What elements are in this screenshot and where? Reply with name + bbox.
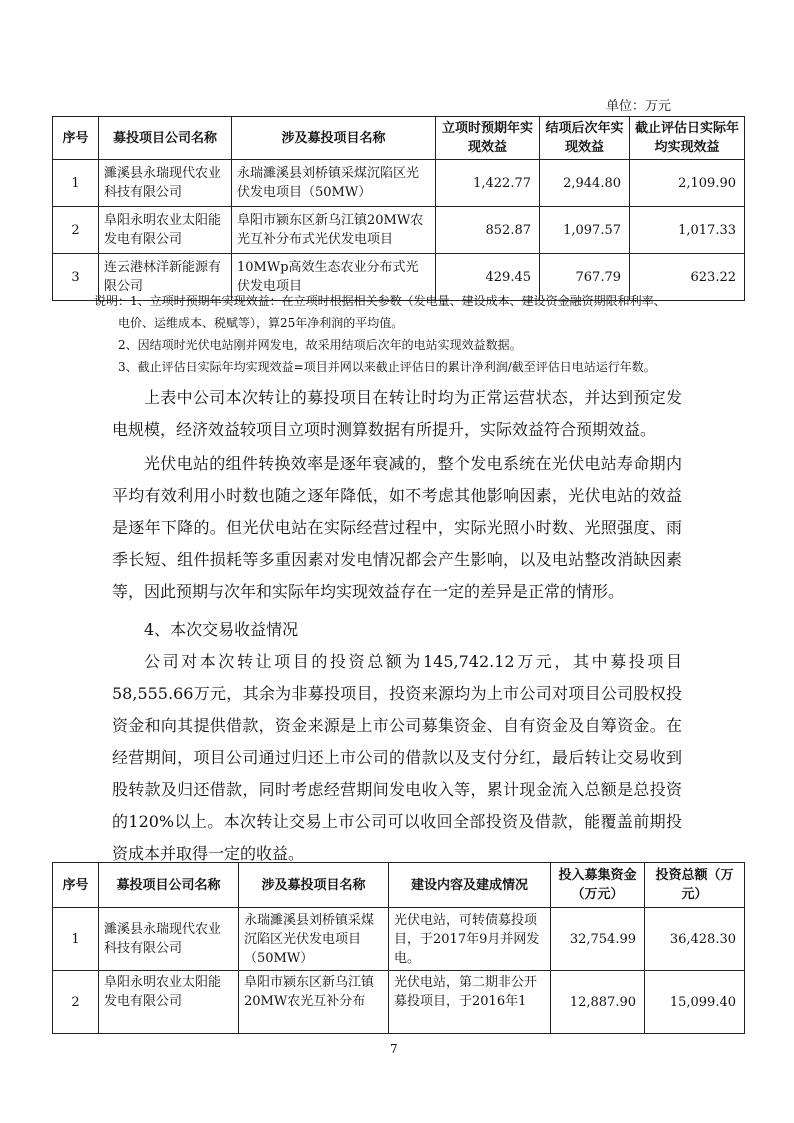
unit-label: 单位：万元 xyxy=(606,99,672,114)
cell-no: 3 xyxy=(53,254,99,301)
cell-no: 2 xyxy=(53,207,99,254)
note-line: 3、截止评估日实际年均实现效益=项目并网以来截止评估日的累计净利润/截至评估日电站运行年数。 xyxy=(118,360,656,374)
cell-project: 永瑞濉溪县刘桥镇采煤沉陷区光伏发电项目（50MW） xyxy=(239,908,389,971)
note-line: 电价、运维成本、税赋等），算25年净利润的平均值。 xyxy=(118,316,404,330)
header-company: 募投项目公司名称 xyxy=(99,863,239,908)
cell-no: 1 xyxy=(53,908,99,971)
cell-project: 阜阳市颍东区新乌江镇20MW农光互补分布 xyxy=(239,971,389,1034)
cell-next-year: 1,097.57 xyxy=(540,207,630,254)
cell-company: 阜阳永明农业太阳能发电有限公司 xyxy=(99,207,232,254)
header-expected: 立项时预期年实现效益 xyxy=(436,117,540,160)
table-row xyxy=(53,160,745,207)
header-company: 募投项目公司名称 xyxy=(99,117,232,160)
paragraph-text: 上表中公司本次转让的募投项目在转让时均为正常运营状态，并达到预定发电规模，经济效益较项目立项时测算数据有所提升，实际效益符合预期效益。 xyxy=(112,388,682,439)
note-line: 说明：1、立项时预期年实现效益：在立项时根据相关参数（发电量、建设成本、建设资金融资期限和利率、 xyxy=(94,294,666,308)
paragraph xyxy=(112,646,682,870)
cell-actual: 1,017.33 xyxy=(630,207,745,254)
cell-no: 1 xyxy=(53,160,99,207)
page-number: 7 xyxy=(390,1042,398,1056)
header-project: 涉及募投项目名称 xyxy=(232,117,436,160)
paragraph xyxy=(112,448,682,608)
cell-next-year: 2,944.80 xyxy=(540,160,630,207)
cell-raised-funds: 12,887.90 xyxy=(551,971,645,1034)
table-row xyxy=(53,207,745,254)
cell-company: 阜阳永明农业太阳能发电有限公司 xyxy=(99,971,239,1034)
cell-raised-funds: 32,754.99 xyxy=(551,908,645,971)
cell-next-year: 767.79 xyxy=(540,254,630,301)
cell-expected: 429.45 xyxy=(436,254,540,301)
cell-company: 濉溪县永瑞现代农业科技有限公司 xyxy=(99,160,232,207)
investment-table xyxy=(52,862,745,1034)
cell-expected: 1,422.77 xyxy=(436,160,540,207)
header-next-year: 结项后次年实现效益 xyxy=(540,117,630,160)
cell-actual: 2,109.90 xyxy=(630,160,745,207)
paragraph-text: 光伏电站的组件转换效率是逐年衰减的，整个发电系统在光伏电站寿命期内平均有效利用小时数也随之逐年降低，如不考虑其他影响因素，光伏电站的效益是逐年下降的。但光伏电站在实际经营过程中，实际光照小时数、光照强度、雨季长短、组件损耗等多重因素对发电情况都会产生影响，以及电站整改消缺因素等，因此预期与次年和实际年均实现效益存在一定的差异是正常的情形。 xyxy=(112,454,682,601)
cell-total-investment: 15,099.40 xyxy=(645,971,745,1034)
paragraph-text: 公司对本次转让项目的投资总额为145,742.12万元，其中募投项目58,555.66万元，其余为非募投项目，投资来源均为上市公司对项目公司股权投资金和向其提供借款，资金来源是上市公司募集资金、自有资金及自筹资金。在经营期间，项目公司通过归还上市公司的借款以及支付分红，最后转让交易收到股转款及归还借款，同时考虑经营期间发电收入等，累计现金流入总额是总投资的120%以上。本次转让交易上市公司可以收回全部投资及借款，能覆盖前期投资成本并取得一定的收益。 xyxy=(112,652,682,863)
cell-construction: 光伏电站，可转债募投项目，于2017年9月并网发电。 xyxy=(389,908,551,971)
cell-expected: 852.87 xyxy=(436,207,540,254)
table-row xyxy=(53,908,745,971)
header-no: 序号 xyxy=(53,863,99,908)
cell-total-investment: 36,428.30 xyxy=(645,908,745,971)
cell-company: 濉溪县永瑞现代农业科技有限公司 xyxy=(99,908,239,971)
paragraph xyxy=(112,382,682,446)
cell-no: 2 xyxy=(53,971,99,1034)
cell-construction: 光伏电站，第二期非公开募投项目，于2016年1 xyxy=(389,971,551,1034)
cell-project: 10MWp高效生态农业分布式光伏发电项目 xyxy=(232,254,436,301)
note-line: 2、因结项时光伏电站刚并网发电，故采用结项后次年的电站实现效益数据。 xyxy=(118,338,522,352)
header-no: 序号 xyxy=(53,117,99,160)
cell-company: 连云港林洋新能源有限公司 xyxy=(99,254,232,301)
header-construction: 建设内容及建成情况 xyxy=(389,863,551,908)
header-raised-funds: 投入募集资金（万元） xyxy=(551,863,645,908)
header-project: 涉及募投项目名称 xyxy=(239,863,389,908)
table-notes xyxy=(94,290,718,378)
cell-project: 阜阳市颍东区新乌江镇20MW农光互补分布式光伏发电项目 xyxy=(232,207,436,254)
table-header-row xyxy=(53,117,745,160)
section-heading: 4、本次交易收益情况 xyxy=(144,620,299,639)
table-row xyxy=(53,971,745,1034)
header-actual: 截止评估日实际年均实现效益 xyxy=(630,117,745,160)
benefit-table xyxy=(52,116,745,301)
header-total-investment: 投资总额（万元） xyxy=(645,863,745,908)
cell-actual: 623.22 xyxy=(630,254,745,301)
cell-project: 永瑞濉溪县刘桥镇采煤沉陷区光伏发电项目（50MW） xyxy=(232,160,436,207)
table-header-row xyxy=(53,863,745,908)
